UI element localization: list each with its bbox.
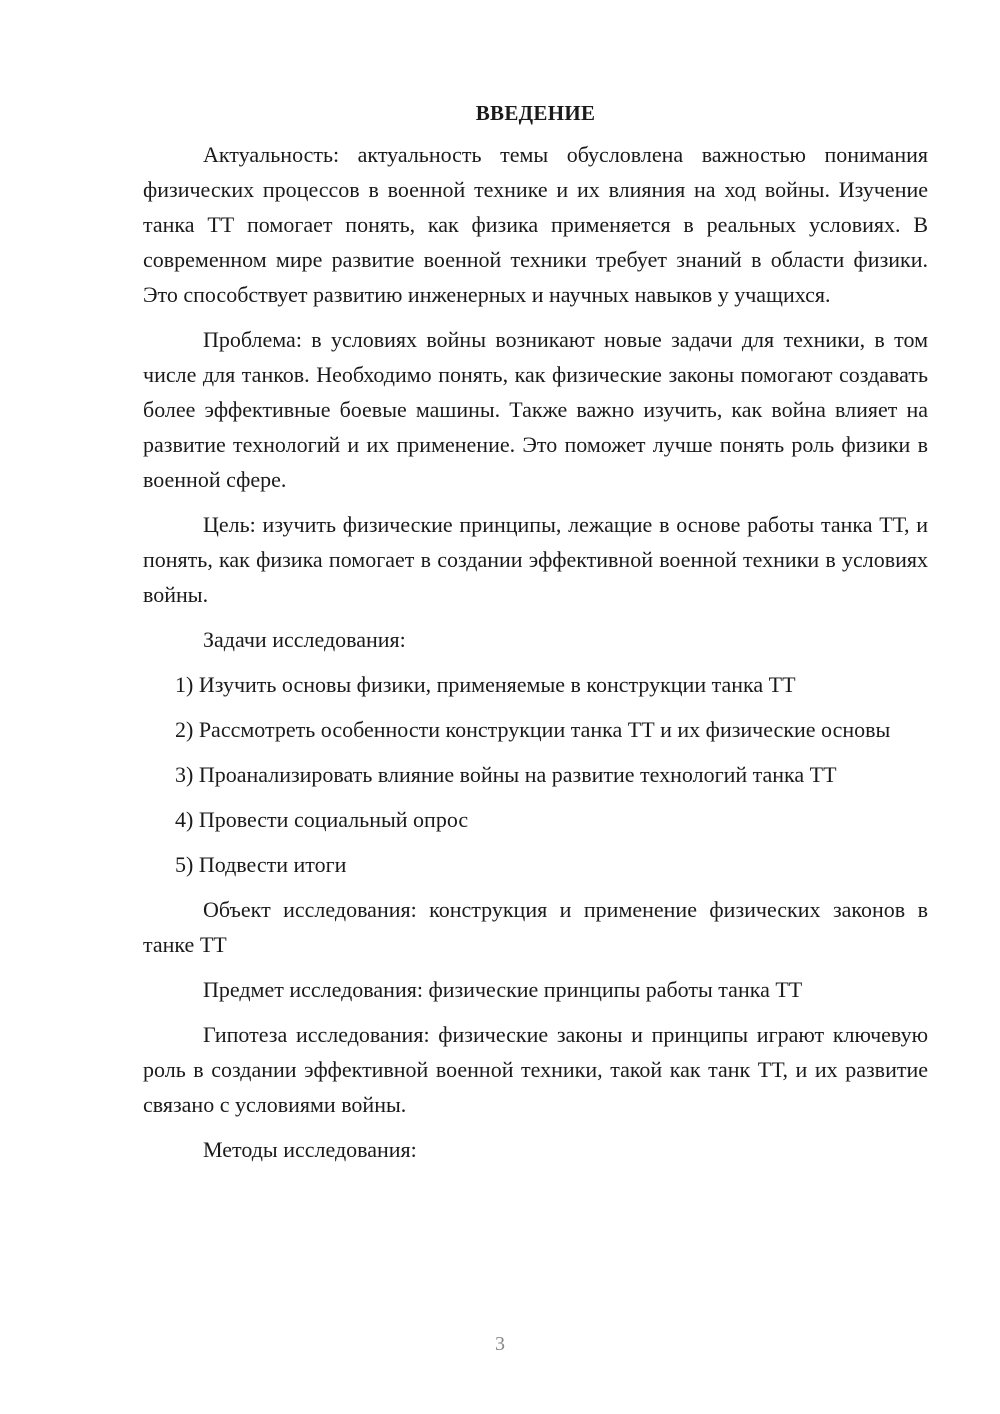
page-content: [143, 96, 928, 1177]
tasks-heading: Задачи исследования:: [203, 627, 406, 652]
object-paragraph: Объект исследования: конструкция и применение физических законов в танке ТТ: [143, 897, 928, 957]
task-item-3: 3) Проанализировать влияние войны на развитие технологий танка ТТ: [175, 762, 837, 787]
page-title: ВВЕДЕНИЕ: [475, 101, 596, 125]
relevance-paragraph: Актуальность: актуальность темы обусловлена важностью понимания физических процессов в военной технике и их влияния на ход войны. Изучение танка ТТ помогает понять, как физика применяется в реальных условиях. В современном мире развитие военной техники требует знаний в области физики. Это способствует развитию инженерных и научных навыков у учащихся.: [143, 142, 928, 307]
goal-paragraph: Цель: изучить физические принципы, лежащие в основе работы танка ТТ, и понять, как физика помогает в создании эффективной военной техники в условиях войны.: [143, 512, 928, 607]
hypothesis-paragraph: Гипотеза исследования: физические законы и принципы играют ключевую роль в создании эффективной военной техники, такой как танк ТТ, и их развитие связано с условиями войны.: [143, 1022, 928, 1117]
task-item-2: 2) Рассмотреть особенности конструкции танка ТТ и их физические основы: [175, 717, 891, 742]
page-number: 3: [495, 1333, 505, 1355]
task-item-1: 1) Изучить основы физики, применяемые в конструкции танка ТТ: [175, 672, 796, 697]
subject-paragraph: Предмет исследования: физические принципы работы танка ТТ: [203, 977, 803, 1002]
task-item-4: 4) Провести социальный опрос: [175, 807, 469, 832]
task-item-5: 5) Подвести итоги: [175, 852, 347, 877]
methods-heading: Методы исследования:: [203, 1137, 417, 1162]
problem-paragraph: Проблема: в условиях войны возникают новые задачи для техники, в том числе для танков. Необходимо понять, как физические законы помогают создавать более эффективные боевые машины. Также важно изучить, как война влияет на развитие технологий и их применение. Это поможет лучше понять роль физики в военной сфере.: [143, 327, 928, 492]
